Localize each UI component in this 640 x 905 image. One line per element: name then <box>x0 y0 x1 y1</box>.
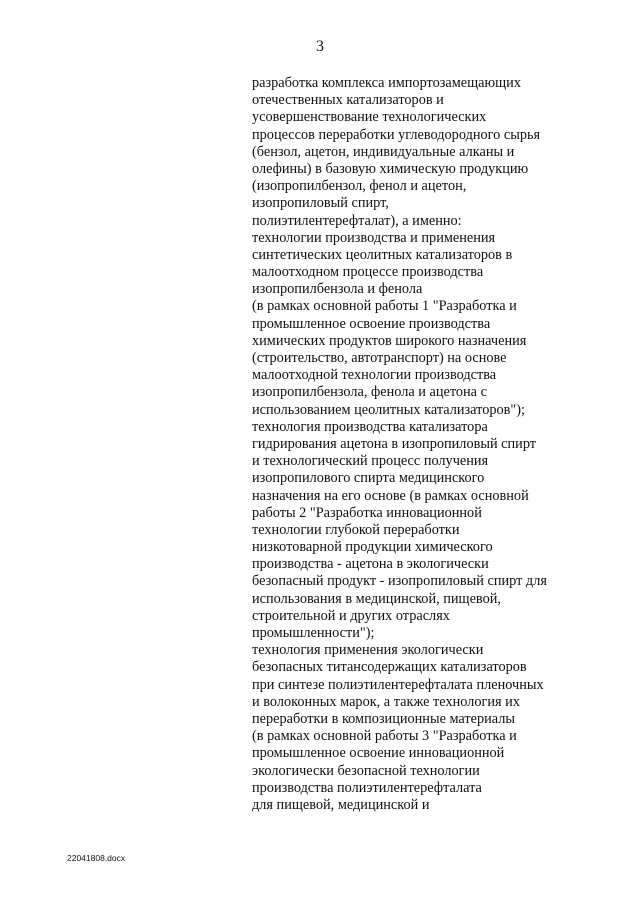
page-number: 3 <box>316 38 324 55</box>
text-line: (в рамках основной работы 3 "Разработка и <box>252 728 517 745</box>
text-line: малоотходном процессе производства <box>252 264 484 281</box>
text-line: (строительство, автотранспорт) на основе <box>252 350 507 366</box>
text-line: технологии производства и применения <box>252 229 496 246</box>
text-line: изопропилбензола, фенола и ацетона с <box>252 384 487 401</box>
text-line: изопропиловый спирт, <box>252 195 389 212</box>
text-line: усовершенствование технологических <box>252 109 487 126</box>
text-line: экологически безопасной технологии <box>252 762 480 779</box>
text-line: малоотходной технологии производства <box>252 367 497 384</box>
text-line: (изопропилбензол, фенол и ацетон, <box>252 178 467 195</box>
text-line: работы 2 "Разработка инновационной <box>252 504 482 521</box>
body-text <box>252 75 582 814</box>
text-line: разработка комплекса импортозамещающих <box>252 75 521 91</box>
text-line: использованием цеолитных катализаторов"); <box>252 401 525 418</box>
text-line: и технологический процесс получения <box>252 453 489 470</box>
text-line: гидрирования ацетона в изопропиловый спирт <box>252 435 537 452</box>
text-line: и волоконных марок, а также технология их <box>252 693 520 710</box>
text-line: переработки в композиционные материалы <box>252 710 516 727</box>
text-line: безопасный продукт - изопропиловый спирт для <box>252 573 547 590</box>
text-line: химических продуктов широкого назначения <box>252 332 527 349</box>
text-line: полиэтилентерефталат), а именно: <box>252 212 462 229</box>
text-line: синтетических цеолитных катализаторов в <box>252 246 513 263</box>
text-line: низкотоварной продукции химического <box>252 539 493 556</box>
text-line: технологии глубокой переработки <box>252 521 460 538</box>
text-line: для пищевой, медицинской и <box>252 796 430 813</box>
text-line: технология применения экологически <box>252 642 484 659</box>
text-line: (бензол, ацетон, индивидуальные алканы и <box>252 143 515 160</box>
text-line: назначения на его основе (в рамках основной <box>252 487 529 504</box>
text-line: изопропилбензола и фенола <box>252 281 423 298</box>
text-line: промышленное освоение инновационной <box>252 745 505 762</box>
text-line: процессов переработки углеводородного сырья <box>252 126 541 143</box>
text-line: технология производства катализатора <box>252 418 488 435</box>
footer-file-name: 22041808.docx <box>67 853 126 863</box>
text-line: отечественных катализаторов и <box>252 92 444 109</box>
text-line: использования в медицинской, пищевой, <box>252 590 501 607</box>
text-line: промышленное освоение производства <box>252 315 491 332</box>
text-line: изопропилового спирта медицинского <box>252 470 485 487</box>
text-line: промышленности"); <box>252 625 375 641</box>
text-line: при синтезе полиэтилентерефталата пленочных <box>252 676 544 693</box>
text-line: безопасных титансодержащих катализаторов <box>252 659 527 676</box>
text-line: производства полиэтилентерефталата <box>252 779 482 796</box>
text-line: строительной и других отраслях <box>252 607 450 624</box>
text-line: (в рамках основной работы 1 "Разработка и <box>252 298 517 315</box>
text-line: олефины) в базовую химическую продукцию <box>252 160 529 177</box>
text-line: производства - ацетона в экологически <box>252 556 489 573</box>
